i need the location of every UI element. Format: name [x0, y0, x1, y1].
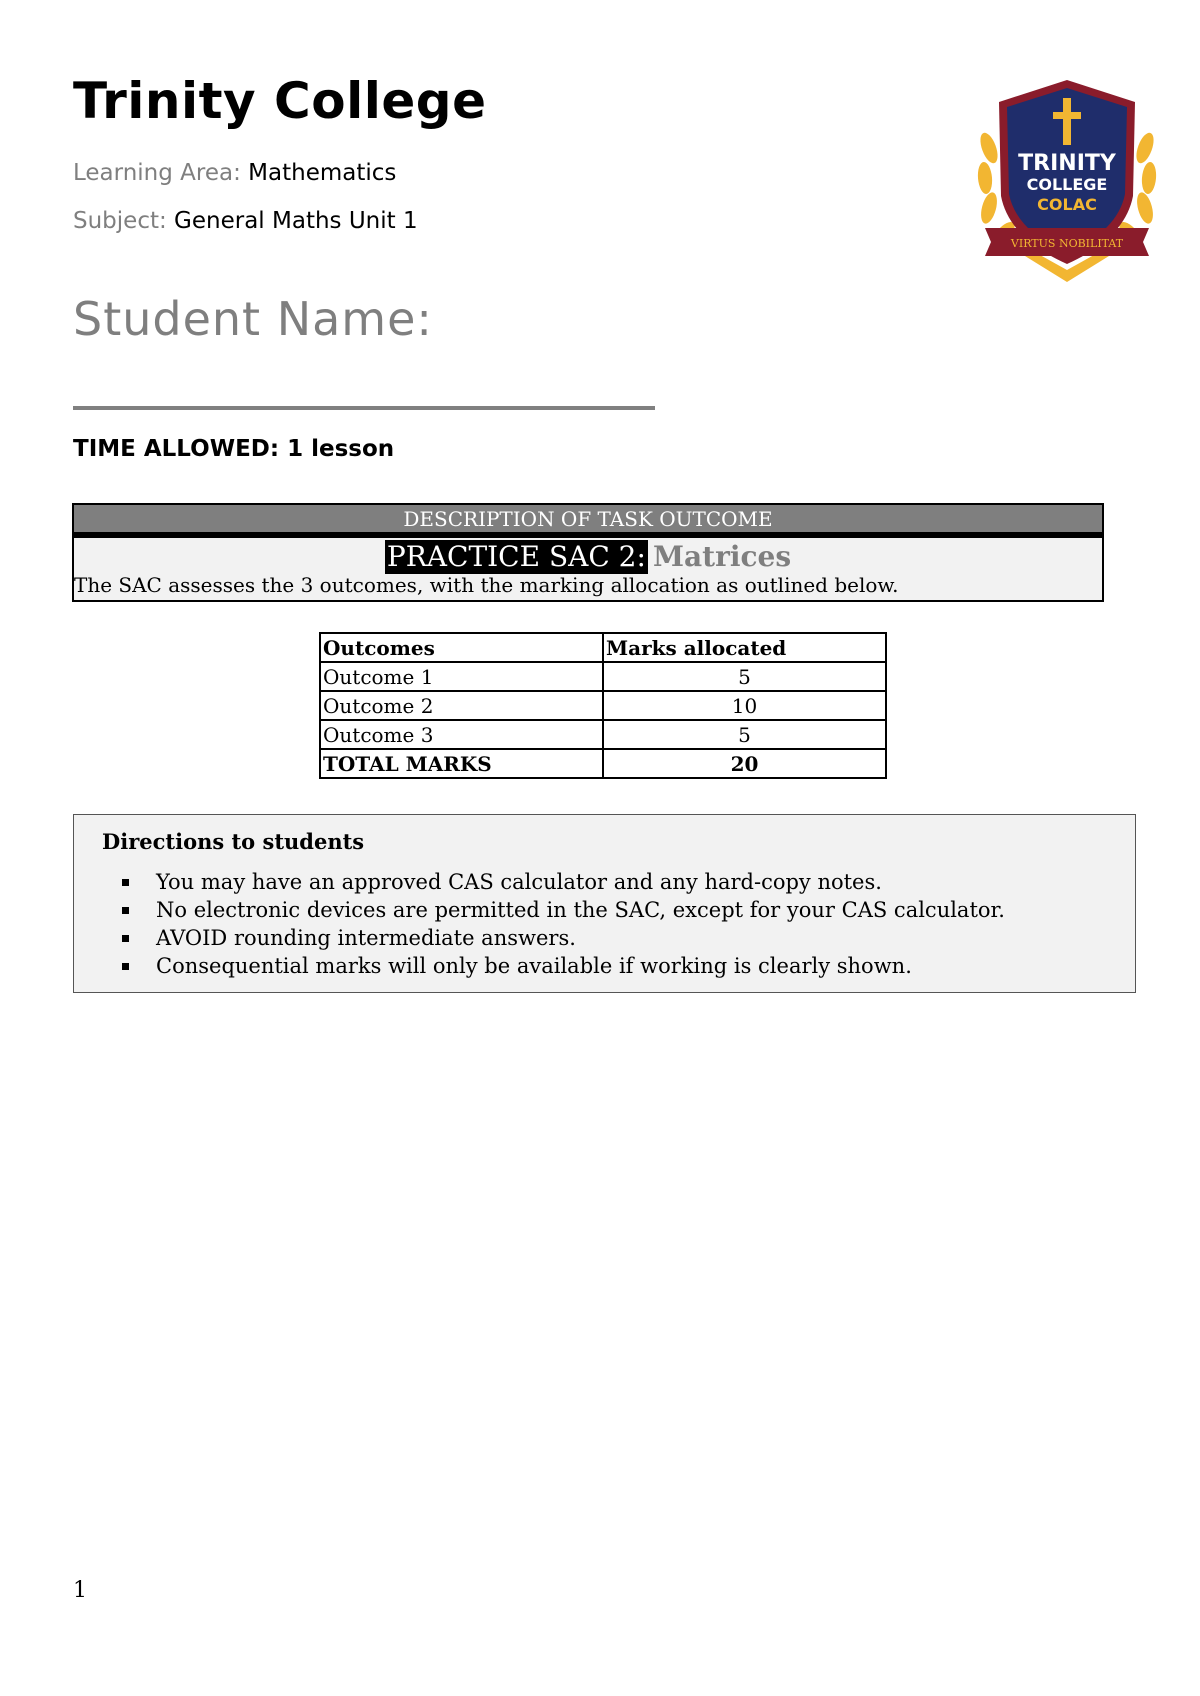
table-row	[320, 720, 886, 749]
svg-text:COLAC: COLAC	[1037, 195, 1097, 214]
table-header-row	[320, 633, 886, 662]
learning-area-label: Learning Area:	[73, 160, 241, 186]
marks-cell: 5	[603, 720, 886, 749]
bullet-icon	[122, 879, 129, 886]
student-name-line	[73, 406, 655, 410]
list-item: You may have an approved CAS calculator and any hard-copy notes.	[122, 868, 1005, 896]
task-description: The SAC assesses the 3 outcomes, with the marking allocation as outlined below.	[74, 573, 899, 597]
marks-table	[319, 632, 887, 779]
column-header: Outcomes	[320, 633, 603, 662]
page-number: 1	[73, 1578, 87, 1603]
task-title	[74, 540, 1102, 576]
marks-cell: 5	[603, 662, 886, 691]
learning-area	[73, 160, 396, 186]
table-row	[320, 691, 886, 720]
subject	[73, 208, 418, 234]
svg-text:TRINITY: TRINITY	[1018, 151, 1116, 176]
list-item: No electronic devices are permitted in the SAC, except for your CAS calculator.	[122, 896, 1005, 924]
time-allowed: TIME ALLOWED: 1 lesson	[73, 436, 395, 462]
task-title-main: PRACTICE SAC 2:	[386, 540, 646, 573]
list-item: Consequential marks will only be available if working is clearly shown.	[122, 952, 1005, 980]
outcome-cell: Outcome 3	[320, 720, 603, 749]
total-label: TOTAL MARKS	[320, 749, 603, 778]
svg-text:COLLEGE: COLLEGE	[1026, 175, 1108, 194]
subject-label: Subject:	[73, 208, 167, 234]
total-value: 20	[603, 749, 886, 778]
task-description-box	[72, 503, 1104, 602]
svg-text:VIRTUS NOBILITAT: VIRTUS NOBILITAT	[1010, 237, 1124, 250]
outcome-cell: Outcome 2	[320, 691, 603, 720]
school-logo	[975, 78, 1159, 284]
bullet-icon	[122, 907, 129, 914]
learning-area-value: Mathematics	[248, 160, 397, 186]
student-name-label: Student Name:	[73, 292, 433, 346]
table-row	[320, 662, 886, 691]
marks-cell: 10	[603, 691, 886, 720]
page-title: Trinity College	[73, 72, 487, 130]
directions-box	[73, 814, 1136, 993]
outcome-cell: Outcome 1	[320, 662, 603, 691]
total-row	[320, 749, 886, 778]
subject-value: General Maths Unit 1	[174, 208, 418, 234]
bullet-icon	[122, 963, 129, 970]
column-header: Marks allocated	[603, 633, 886, 662]
bullet-icon	[122, 935, 129, 942]
list-item: AVOID rounding intermediate answers.	[122, 924, 1005, 952]
directions-list	[122, 868, 1005, 980]
directions-title: Directions to students	[102, 829, 365, 854]
task-header: DESCRIPTION OF TASK OUTCOME	[74, 505, 1102, 538]
task-title-sub: Matrices	[653, 540, 792, 573]
